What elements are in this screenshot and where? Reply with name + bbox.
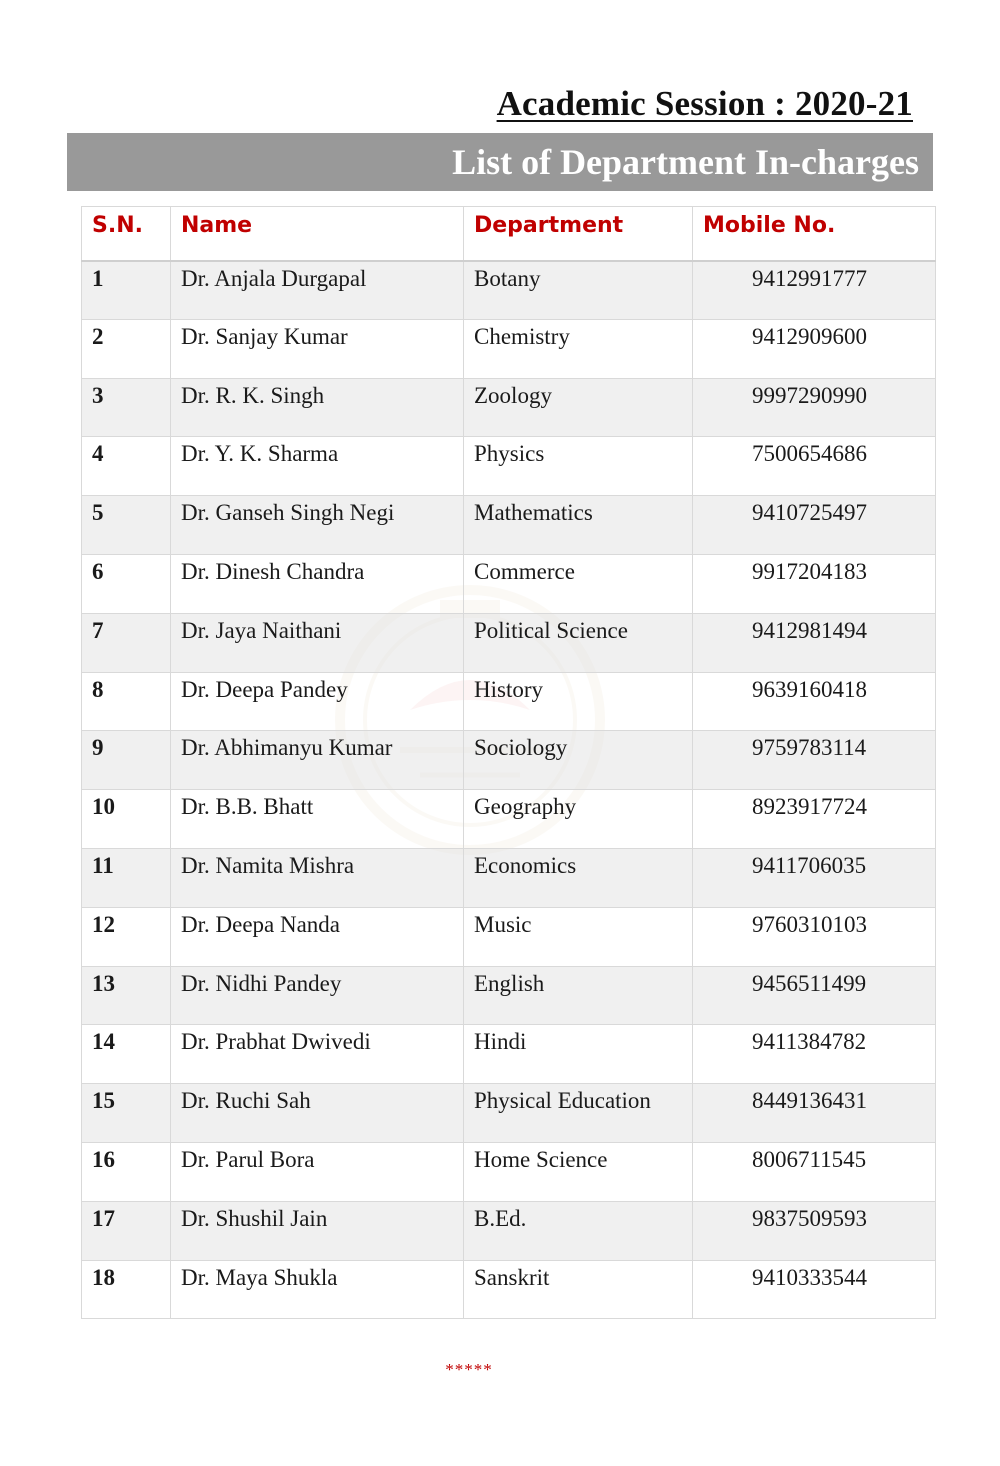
table-row bbox=[82, 437, 936, 496]
cell-name: Dr. Deepa Pandey bbox=[171, 672, 464, 731]
cell-department: Economics bbox=[464, 848, 693, 907]
cell-sn: 13 bbox=[82, 966, 171, 1025]
cell-sn: 2 bbox=[82, 319, 171, 378]
cell-department: Botany bbox=[464, 261, 693, 320]
cell-mobile: 9639160418 bbox=[693, 672, 936, 731]
cell-mobile: 9412981494 bbox=[693, 613, 936, 672]
cell-name: Dr. Ruchi Sah bbox=[171, 1084, 464, 1143]
cell-department: Sanskrit bbox=[464, 1260, 693, 1319]
cell-sn: 6 bbox=[82, 554, 171, 613]
cell-sn: 18 bbox=[82, 1260, 171, 1319]
cell-name: Dr. Parul Bora bbox=[171, 1142, 464, 1201]
cell-sn: 8 bbox=[82, 672, 171, 731]
banner-title: List of Department In-charges bbox=[452, 142, 919, 182]
cell-mobile: 9456511499 bbox=[693, 966, 936, 1025]
table-header-row bbox=[82, 207, 936, 261]
cell-name: Dr. Namita Mishra bbox=[171, 848, 464, 907]
cell-sn: 16 bbox=[82, 1142, 171, 1201]
cell-sn: 14 bbox=[82, 1025, 171, 1084]
cell-sn: 7 bbox=[82, 613, 171, 672]
cell-name: Dr. Abhimanyu Kumar bbox=[171, 731, 464, 790]
cell-name: Dr. Jaya Naithani bbox=[171, 613, 464, 672]
table-row bbox=[82, 1260, 936, 1319]
cell-mobile: 8449136431 bbox=[693, 1084, 936, 1143]
cell-mobile: 9997290990 bbox=[693, 378, 936, 437]
table-row bbox=[82, 613, 936, 672]
cell-sn: 17 bbox=[82, 1201, 171, 1260]
cell-department: English bbox=[464, 966, 693, 1025]
cell-department: Political Science bbox=[464, 613, 693, 672]
column-header-department: Department bbox=[464, 207, 693, 261]
cell-department: Sociology bbox=[464, 731, 693, 790]
cell-name: Dr. R. K. Singh bbox=[171, 378, 464, 437]
table-row bbox=[82, 966, 936, 1025]
title-banner bbox=[67, 133, 933, 191]
cell-department: Music bbox=[464, 907, 693, 966]
column-header-sn: S.N. bbox=[82, 207, 171, 261]
cell-sn: 12 bbox=[82, 907, 171, 966]
cell-department: Mathematics bbox=[464, 496, 693, 555]
cell-department: Home Science bbox=[464, 1142, 693, 1201]
cell-mobile: 8006711545 bbox=[693, 1142, 936, 1201]
table-row bbox=[82, 790, 936, 849]
cell-name: Dr. Dinesh Chandra bbox=[171, 554, 464, 613]
cell-mobile: 9412991777 bbox=[693, 261, 936, 320]
cell-sn: 15 bbox=[82, 1084, 171, 1143]
column-header-mobile: Mobile No. bbox=[693, 207, 936, 261]
column-header-name: Name bbox=[171, 207, 464, 261]
cell-department: Hindi bbox=[464, 1025, 693, 1084]
table-row bbox=[82, 1025, 936, 1084]
cell-department: B.Ed. bbox=[464, 1201, 693, 1260]
cell-department: Commerce bbox=[464, 554, 693, 613]
footer-stars: ***** bbox=[445, 1360, 493, 1379]
cell-mobile: 9917204183 bbox=[693, 554, 936, 613]
session-title: Academic Session : 2020-21 bbox=[496, 84, 913, 123]
cell-mobile: 9760310103 bbox=[693, 907, 936, 966]
cell-name: Dr. Y. K. Sharma bbox=[171, 437, 464, 496]
cell-sn: 9 bbox=[82, 731, 171, 790]
cell-sn: 11 bbox=[82, 848, 171, 907]
cell-sn: 10 bbox=[82, 790, 171, 849]
cell-department: Geography bbox=[464, 790, 693, 849]
table-row bbox=[82, 261, 936, 320]
cell-sn: 3 bbox=[82, 378, 171, 437]
cell-name: Dr. Shushil Jain bbox=[171, 1201, 464, 1260]
cell-sn: 5 bbox=[82, 496, 171, 555]
department-incharges-table bbox=[81, 206, 936, 1319]
cell-department: Chemistry bbox=[464, 319, 693, 378]
cell-name: Dr. B.B. Bhatt bbox=[171, 790, 464, 849]
cell-sn: 4 bbox=[82, 437, 171, 496]
cell-department: Physical Education bbox=[464, 1084, 693, 1143]
cell-mobile: 9410333544 bbox=[693, 1260, 936, 1319]
table-row bbox=[82, 848, 936, 907]
table-body bbox=[82, 261, 936, 1319]
cell-mobile: 8923917724 bbox=[693, 790, 936, 849]
cell-mobile: 9837509593 bbox=[693, 1201, 936, 1260]
cell-sn: 1 bbox=[82, 261, 171, 320]
cell-name: Dr. Nidhi Pandey bbox=[171, 966, 464, 1025]
table-row bbox=[82, 1142, 936, 1201]
table-row bbox=[82, 554, 936, 613]
cell-name: Dr. Maya Shukla bbox=[171, 1260, 464, 1319]
cell-department: Physics bbox=[464, 437, 693, 496]
table-row bbox=[82, 907, 936, 966]
cell-mobile: 9411706035 bbox=[693, 848, 936, 907]
cell-department: Zoology bbox=[464, 378, 693, 437]
cell-name: Dr. Prabhat Dwivedi bbox=[171, 1025, 464, 1084]
table-row bbox=[82, 731, 936, 790]
table-row bbox=[82, 378, 936, 437]
table-row bbox=[82, 496, 936, 555]
cell-mobile: 7500654686 bbox=[693, 437, 936, 496]
table-row bbox=[82, 1201, 936, 1260]
table-row bbox=[82, 319, 936, 378]
cell-mobile: 9410725497 bbox=[693, 496, 936, 555]
cell-mobile: 9411384782 bbox=[693, 1025, 936, 1084]
cell-name: Dr. Sanjay Kumar bbox=[171, 319, 464, 378]
cell-name: Dr. Ganseh Singh Negi bbox=[171, 496, 464, 555]
cell-mobile: 9759783114 bbox=[693, 731, 936, 790]
cell-department: History bbox=[464, 672, 693, 731]
cell-name: Dr. Deepa Nanda bbox=[171, 907, 464, 966]
table-row bbox=[82, 1084, 936, 1143]
cell-name: Dr. Anjala Durgapal bbox=[171, 261, 464, 320]
cell-mobile: 9412909600 bbox=[693, 319, 936, 378]
table-row bbox=[82, 672, 936, 731]
